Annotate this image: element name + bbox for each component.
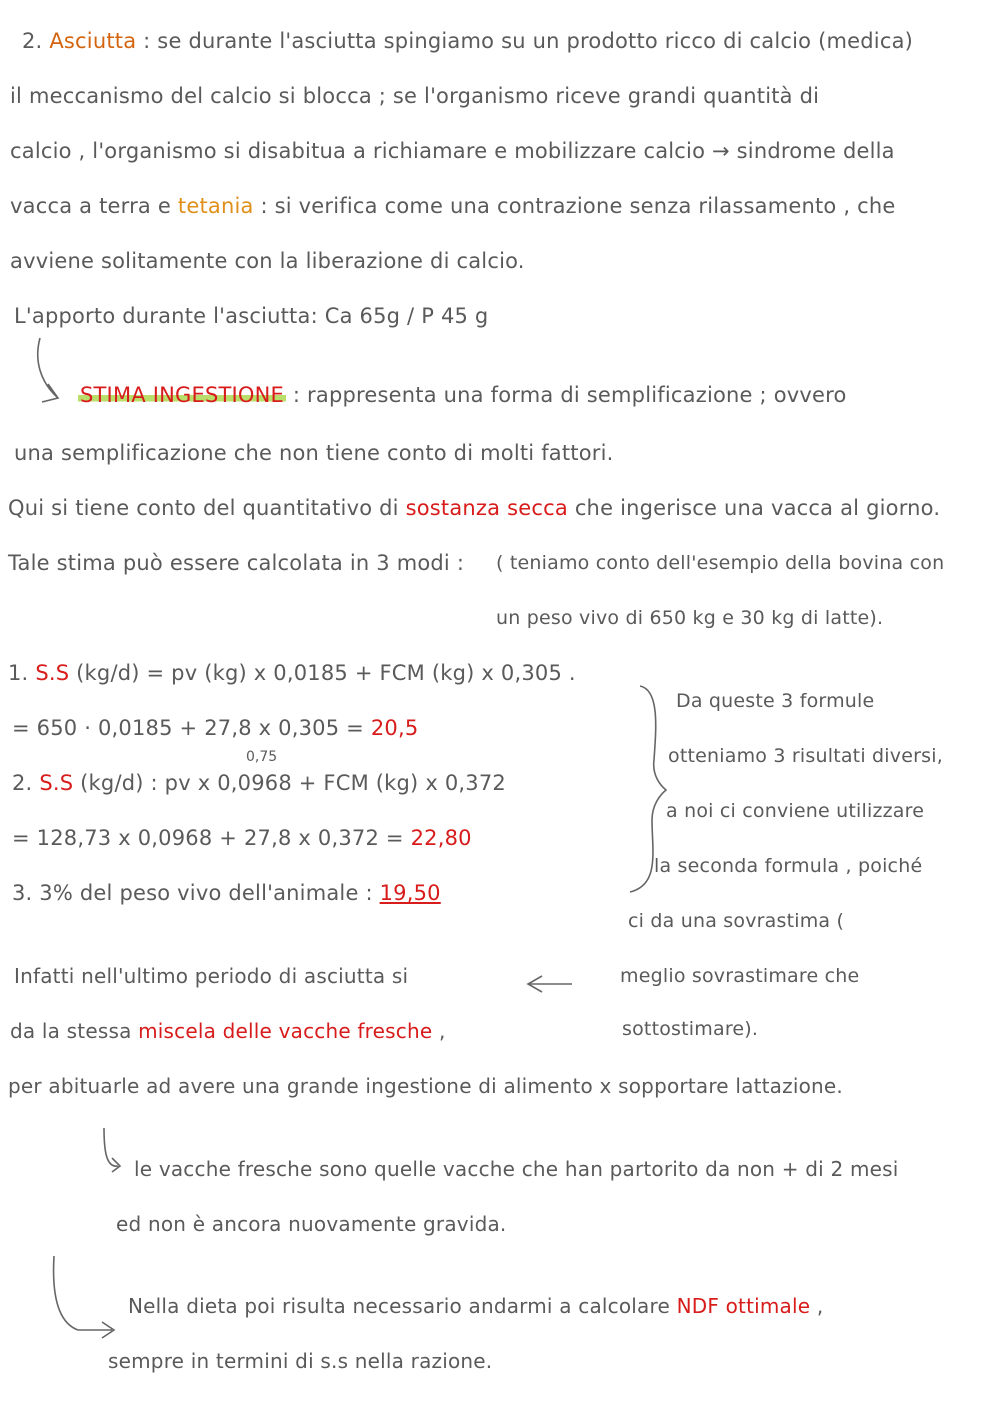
formula-ss: S.S (35, 661, 70, 685)
tetania-term: tetania (177, 194, 254, 218)
left-arrow-icon (528, 976, 572, 992)
note-text: vacca a terra e (10, 194, 171, 218)
brace-note: otteniamo 3 risultati diversi, (668, 745, 943, 767)
formula-ss: S.S (39, 771, 74, 795)
formula-1 (8, 660, 576, 686)
note-line: il meccanismo del calcio si blocca ; se l'organismo riceve grandi quantità di (10, 84, 820, 108)
formula-text: = 650 · 0,0185 + 27,8 x 0,305 = (12, 716, 364, 740)
formula-number: 1. (8, 661, 29, 685)
brace-note: ci da una sovrastima ( (628, 910, 845, 932)
formula-1-calc (12, 715, 418, 741)
note-line: avviene solitamente con la liberazione di calcio. (10, 249, 525, 273)
note-line-apporto: L'apporto durante l'asciutta: Ca 65g / P 45 g (14, 304, 489, 328)
note-text: che ingerisce una vacca al giorno. (574, 496, 941, 520)
asciutta-heading: Asciutta (49, 29, 137, 53)
note-line: per abituarle ad avere una grande ingestione di alimento x sopportare lattazione. (8, 1074, 843, 1098)
formula-text: (kg/d) = pv (kg) x 0,0185 + FCM (kg) x 0,305 . (76, 661, 576, 685)
exponent: 0,75 (246, 749, 278, 765)
brace-note: meglio sovrastimare che (620, 965, 860, 987)
line-asciutta (22, 28, 913, 54)
note-text: Qui si tiene conto del quantitativo di (8, 496, 399, 520)
corner-arrow-icon (54, 1256, 114, 1338)
note-text: : rappresenta una forma di semplificazione ; ovvero (292, 383, 847, 407)
note-line: ed non è ancora nuovamente gravida. (116, 1212, 507, 1236)
note-line: Infatti nell'ultimo periodo di asciutta si (14, 964, 409, 988)
note-text: : si verifica come una contrazione senza rilassamento , che (260, 194, 896, 218)
note-aside: un peso vivo di 650 kg e 30 kg di latte). (496, 607, 884, 629)
ndf-term: NDF ottimale (676, 1294, 811, 1318)
formula-2-calc (12, 825, 472, 851)
down-arrow-icon (38, 338, 58, 402)
note-aside: ( teniamo conto dell'esempio della bovina con (496, 552, 945, 574)
formula-3 (12, 880, 441, 906)
note-line: calcio , l'organismo si disabitua a richiamare e mobilizzare calcio → sindrome della (10, 139, 895, 163)
formula-result: 19,50 (379, 881, 441, 905)
miscela-term: miscela delle vacche fresche (138, 1019, 433, 1043)
line-sostanza (8, 495, 940, 521)
formula-2 (12, 770, 506, 796)
formula-text: (kg/d) : pv x 0,0968 + FCM (kg) x 0,372 (80, 771, 506, 795)
formula-text: 3. 3% del peso vivo dell'animale : (12, 881, 373, 905)
formula-result: 20,5 (370, 716, 419, 740)
formula-result: 22,80 (410, 826, 472, 850)
note-line: Tale stima può essere calcolata in 3 modi : (8, 551, 465, 575)
note-text: , (816, 1294, 824, 1318)
note-text: da la stessa (10, 1019, 132, 1043)
line-stima (78, 382, 847, 408)
line-tetania (10, 193, 895, 219)
formula-text: = 128,73 x 0,0968 + 27,8 x 0,372 = (12, 826, 404, 850)
stima-ingestione-heading: STIMA INGESTIONE (80, 383, 285, 407)
line-miscela (10, 1018, 446, 1044)
formula-number: 2. (12, 771, 33, 795)
line-ndf (128, 1293, 823, 1319)
section-number: 2. (22, 29, 43, 53)
corner-arrow-icon (104, 1128, 120, 1172)
note-text: Nella dieta poi risulta necessario andarmi a calcolare (128, 1294, 670, 1318)
note-text: , (438, 1019, 446, 1043)
brace-note: la seconda formula , poiché (654, 855, 923, 877)
brace-note: Da queste 3 formule (676, 690, 875, 712)
note-line: una semplificazione che non tiene conto di molti fattori. (14, 441, 614, 465)
asciutta-text: : se durante l'asciutta spingiamo su un prodotto ricco di calcio (medica) (143, 29, 914, 53)
brace-note: sottostimare). (622, 1018, 759, 1040)
note-line: le vacche fresche sono quelle vacche che han partorito da non + di 2 mesi (134, 1157, 899, 1181)
brace-note: a noi ci conviene utilizzare (666, 800, 925, 822)
sostanza-secca-term: sostanza secca (405, 496, 568, 520)
note-line: sempre in termini di s.s nella razione. (108, 1349, 493, 1373)
